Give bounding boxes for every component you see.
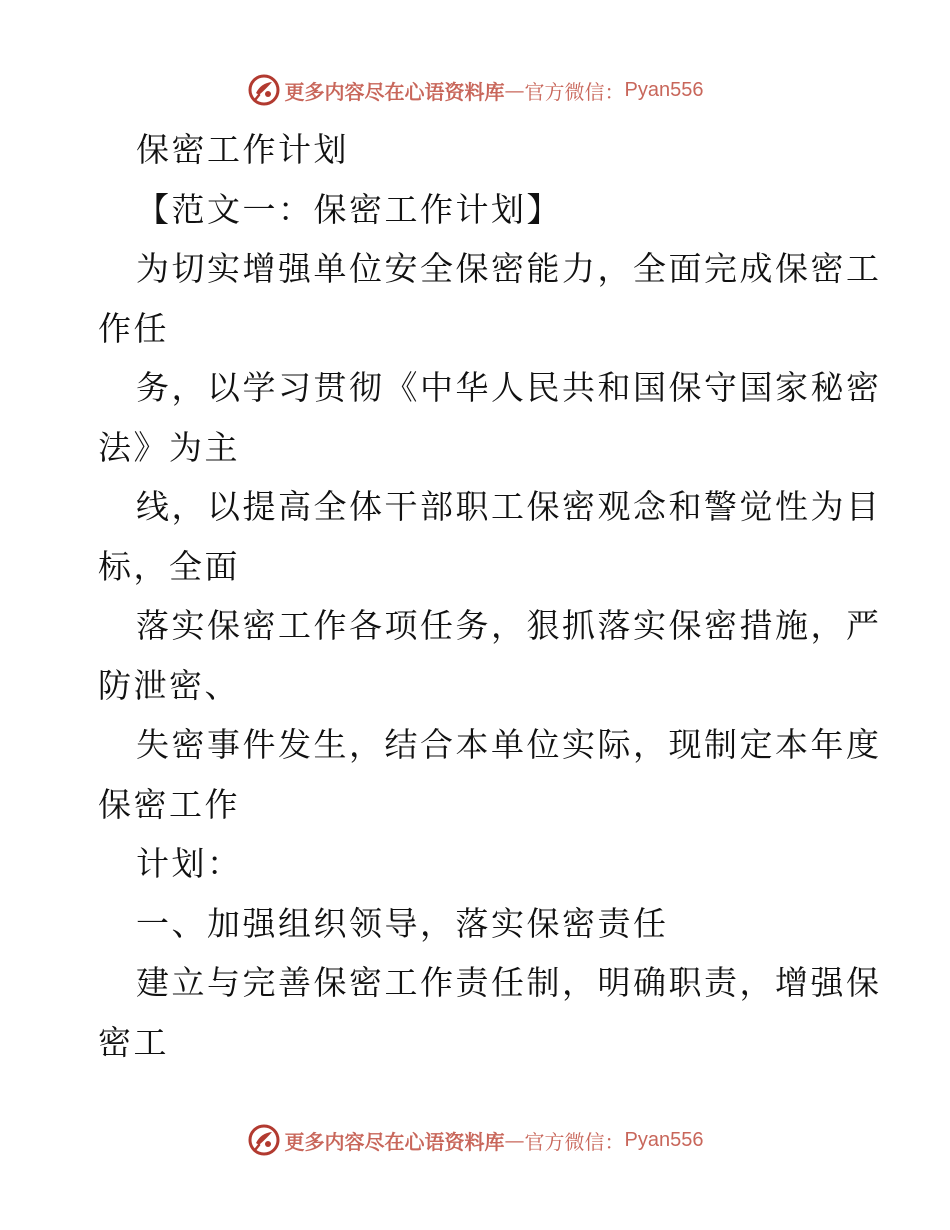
logo-icon bbox=[247, 73, 281, 107]
wechat-label: 官方微信： bbox=[524, 1129, 625, 1154]
section-heading: 【范文一：保密工作计划】 bbox=[136, 189, 562, 229]
banner-dash: — bbox=[504, 1128, 525, 1152]
paragraph-line: 落实保密工作各项任务，狠抓落实保密措施，严 bbox=[136, 606, 882, 645]
paragraph-line: 线，以提高全体干部职工保密观念和警觉性为目 bbox=[136, 487, 882, 526]
doc-title: 保密工作计划 bbox=[136, 130, 349, 169]
paragraph-line: 失密事件发生，结合本单位实际，现制定本年度 bbox=[136, 725, 882, 764]
site-name: 更多内容尽在心语资料库 bbox=[284, 1129, 505, 1154]
wechat-label: 官方微信： bbox=[524, 79, 625, 104]
paragraph-line: 保密工作 bbox=[98, 784, 240, 824]
paragraph-line: 防泄密、 bbox=[98, 665, 240, 705]
paragraph-line: 计划： bbox=[136, 844, 243, 883]
wechat-id: Pyan556 bbox=[624, 1128, 704, 1151]
wechat-id: Pyan556 bbox=[624, 78, 704, 101]
paragraph-line: 法》为主 bbox=[98, 427, 240, 467]
subheading: 一、加强组织领导，落实保密责任 bbox=[136, 903, 669, 943]
logo-icon bbox=[247, 1123, 281, 1157]
banner-dash: — bbox=[504, 78, 525, 102]
paragraph-line: 标，全面 bbox=[98, 546, 240, 586]
paragraph-line: 作任 bbox=[98, 308, 169, 348]
paragraph-line: 密工 bbox=[98, 1022, 169, 1062]
paragraph-line: 建立与完善保密工作责任制，明确职责，增强保 bbox=[136, 963, 882, 1002]
paragraph-line: 为切实增强单位安全保密能力，全面完成保密工 bbox=[136, 249, 882, 288]
paragraph-line: 务，以学习贯彻《中华人民共和国保守国家秘密 bbox=[136, 368, 882, 407]
document-body bbox=[98, 120, 882, 1072]
footer-banner bbox=[0, 1120, 950, 1160]
site-name: 更多内容尽在心语资料库 bbox=[284, 79, 505, 104]
header-banner bbox=[0, 70, 950, 110]
